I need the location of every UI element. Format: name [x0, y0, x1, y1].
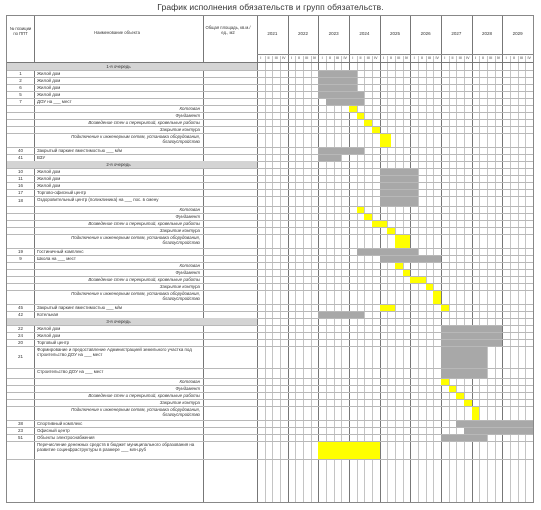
year-label: 2022 [297, 31, 308, 36]
object-name: Гостиничный комплекс [37, 249, 84, 254]
row-divider [7, 459, 533, 460]
stage-step-name: Подключение к инженерным сетям, установка оборудования, благоустройство [71, 291, 200, 301]
task-bar-gray [318, 71, 356, 77]
row-number: 38 [17, 421, 23, 426]
header-divider [257, 54, 533, 55]
quarter-divider [341, 56, 342, 502]
stage-step-name: Подключение к инженерным сетям, установка оборудования, благоустройство [71, 407, 200, 417]
quarter-label: III [489, 56, 493, 60]
stage-step-name: Возведение стен и перекрытий, кровельные работы [88, 221, 200, 226]
object-name: Жилой дом [37, 169, 61, 174]
stage-step-name: Закрытие контура [159, 127, 200, 132]
row-number [7, 406, 34, 420]
task-bar-yellow [395, 235, 410, 248]
row-number: 17 [17, 190, 23, 195]
quarter-divider [334, 56, 335, 502]
task-bar-yellow [318, 442, 379, 459]
stage-step-name: Подключение к инженерным сетям, установка оборудования, благоустройство [71, 235, 200, 245]
stage-step-name: Подключение к инженерным сетям, установка оборудования, благоустройство [71, 134, 200, 144]
stage-step-name: Возведение стен и перекрытий, кровельные работы [88, 120, 200, 125]
row-number [7, 227, 34, 234]
task-bar-gray [380, 183, 418, 189]
schedule-table [6, 15, 534, 503]
task-bar-gray [441, 435, 487, 441]
task-bar-yellow [464, 400, 472, 406]
stage-step-name: Котлован [179, 106, 200, 111]
stage-step-name: Фундамент [175, 214, 200, 219]
header-area: Общая площадь, кв.м./ед., м2 [205, 25, 251, 35]
quarter-divider [395, 56, 396, 502]
row-number [7, 318, 34, 325]
task-bar-yellow [372, 221, 387, 227]
stage-step-name: Котлован [179, 263, 200, 268]
quarter-label: II [420, 56, 423, 60]
row-number: 24 [17, 333, 23, 338]
object-name: Перечисление денежных средств в бюджет муниципального образования на развитие социнфраструктуры в размере ___ млн.руб [37, 442, 195, 452]
quarter-label: IV [374, 56, 378, 60]
quarter-label: I [382, 56, 384, 60]
quarter-label: IV [282, 56, 286, 60]
task-bar-yellow [441, 379, 449, 385]
object-name: Формирование и предоставление Администрацией земельного участка под строительство ДОУ на ___ мест [37, 347, 192, 357]
stage-step-name: Фундамент [175, 386, 200, 391]
year-label: 2023 [328, 31, 339, 36]
quarter-divider [487, 56, 488, 502]
row-number: 19 [17, 249, 23, 254]
quarter-label: II [267, 56, 270, 60]
year-label: 2021 [267, 31, 278, 36]
row-number [7, 133, 34, 147]
task-bar-yellow [472, 407, 480, 420]
row-number: 18 [17, 198, 23, 203]
task-bar-yellow [449, 386, 457, 392]
quarter-divider [357, 56, 358, 502]
row-number: 7 [19, 99, 22, 104]
quarter-divider [303, 56, 304, 502]
stage-step-name: Фундамент [175, 113, 200, 118]
stage-name: 3-я очередь [106, 319, 131, 324]
quarter-label: IV [527, 56, 531, 60]
task-bar-yellow [364, 214, 372, 220]
row-number [7, 283, 34, 290]
task-bar-yellow [372, 127, 380, 133]
row-number: 40 [17, 148, 23, 153]
quarter-label: II [359, 56, 362, 60]
quarter-label: II [482, 56, 485, 60]
quarter-divider [403, 56, 404, 502]
object-name: Жилой дом [37, 333, 61, 338]
object-name: Школа на ___ мест [37, 256, 76, 261]
quarter-label: III [335, 56, 339, 60]
task-bar-gray [318, 312, 364, 318]
row-number [7, 119, 34, 126]
row-number [7, 290, 34, 304]
quarter-label: III [305, 56, 309, 60]
task-bar-yellow [456, 393, 464, 399]
row-number [7, 385, 34, 392]
row-number [7, 220, 34, 227]
row-number [7, 63, 34, 70]
quarter-divider [372, 56, 373, 502]
quarter-divider [510, 56, 511, 502]
year-label: 2027 [451, 31, 462, 36]
task-bar-yellow [433, 291, 441, 304]
quarter-label: III [519, 56, 523, 60]
row-number: 2 [19, 78, 22, 83]
stage-name: 1-я очередь [106, 64, 131, 69]
header-num: № позиции по ППТ [9, 26, 32, 36]
task-bar-yellow [426, 284, 434, 290]
object-name: Жилой дом [37, 176, 61, 181]
object-name: Жилой дом [37, 326, 61, 331]
task-bar-gray [380, 169, 418, 175]
object-name: Торговый центр [37, 340, 70, 345]
quarter-label: IV [435, 56, 439, 60]
stage-step-name: Котлован [179, 379, 200, 384]
task-bar-yellow [380, 134, 392, 147]
task-bar-gray [318, 92, 364, 98]
quarter-label: I [352, 56, 354, 60]
task-bar-gray [357, 249, 418, 255]
quarter-label: II [328, 56, 331, 60]
quarter-label: I [505, 56, 507, 60]
object-name: ДОУ на ___ мест [37, 99, 72, 104]
object-name: Объекты электроснабжения [37, 435, 95, 440]
object-name: Жилой дом [37, 71, 61, 76]
quarter-label: I [474, 56, 476, 60]
row-number: 20 [17, 340, 23, 345]
task-bar-gray [441, 347, 487, 368]
quarter-label: II [451, 56, 454, 60]
task-bar-gray [380, 256, 441, 262]
object-name: Жилой дом [37, 92, 61, 97]
row-number: 6 [19, 85, 22, 90]
row-number: 22 [17, 326, 23, 331]
row-number: 23 [17, 428, 23, 433]
stage-name: 2-я очередь [106, 162, 131, 167]
row-number [7, 262, 34, 269]
row-number [7, 368, 34, 378]
row-number [7, 112, 34, 119]
task-bar-yellow [403, 270, 411, 276]
quarter-label: IV [343, 56, 347, 60]
year-divider [441, 16, 442, 502]
header-name: Наименование объекта [94, 30, 140, 35]
quarter-label: I [260, 56, 262, 60]
stage-step-name: Возведение стен и перекрытий, кровельные работы [88, 393, 200, 398]
year-label: 2028 [481, 31, 492, 36]
task-bar-yellow [441, 305, 449, 311]
task-bar-yellow [387, 228, 395, 234]
task-bar-gray [326, 99, 364, 105]
quarter-divider [426, 56, 427, 502]
stage-step-name: Котлован [179, 207, 200, 212]
task-bar-yellow [357, 113, 365, 119]
task-bar-gray [441, 333, 502, 339]
stage-step-name: Закрытие контура [159, 400, 200, 405]
task-bar-gray [380, 190, 418, 196]
task-bar-gray [318, 78, 356, 84]
row-number: 21 [17, 354, 23, 359]
quarter-divider [311, 56, 312, 502]
task-bar-yellow [410, 277, 425, 283]
task-bar-gray [380, 176, 418, 182]
task-bar-gray [318, 148, 364, 154]
object-name: Спортивный комплекс [37, 421, 83, 426]
stage-step-name: Фундамент [175, 270, 200, 275]
row-number [7, 392, 34, 399]
quarter-label: IV [466, 56, 470, 60]
row-number [7, 276, 34, 283]
quarter-label: I [321, 56, 323, 60]
task-bar-gray [318, 155, 341, 161]
quarter-divider [433, 56, 434, 502]
column-divider [203, 16, 204, 502]
task-bar-gray [441, 326, 502, 332]
row-number [7, 399, 34, 406]
object-name: Офисный центр [37, 428, 70, 433]
quarter-divider [295, 56, 296, 502]
quarter-label: I [444, 56, 446, 60]
row-number [7, 105, 34, 112]
year-label: 2029 [512, 31, 523, 36]
quarter-divider [326, 56, 327, 502]
task-bar-yellow [349, 106, 357, 112]
task-bar-gray [464, 428, 533, 434]
quarter-label: III [397, 56, 401, 60]
task-bar-gray [441, 340, 502, 346]
row-number: 9 [19, 256, 22, 261]
quarter-label: IV [312, 56, 317, 60]
quarter-label: IV [496, 56, 501, 60]
quarter-label: I [413, 56, 415, 60]
quarter-divider [518, 56, 519, 502]
column-divider [257, 16, 258, 502]
quarter-label: III [274, 56, 278, 60]
row-number [7, 206, 34, 213]
year-label: 2026 [420, 31, 431, 36]
stage-step-name: Возведение стен и перекрытий, кровельные работы [88, 277, 200, 282]
task-bar-yellow [380, 305, 395, 311]
quarter-divider [265, 56, 266, 502]
row-number [7, 441, 34, 459]
object-name: Жилой дом [37, 78, 61, 83]
quarter-divider [495, 56, 496, 502]
object-name: Строительство ДОУ на ___ мест [37, 369, 104, 374]
quarter-label: I [290, 56, 292, 60]
quarter-divider [387, 56, 388, 502]
stage-step-name: Закрытие контура [159, 284, 200, 289]
object-name: ВЗУ [37, 155, 46, 160]
object-name: Оздоровительный центр (поликлиника) на ___ пос. в смену [37, 197, 159, 202]
stage-step-name: Закрытие контура [159, 228, 200, 233]
row-number [7, 269, 34, 276]
quarter-divider [280, 56, 281, 502]
row-number: 45 [17, 305, 23, 310]
row-number [7, 213, 34, 220]
year-label: 2024 [359, 31, 370, 36]
year-label: 2025 [389, 31, 400, 36]
object-name: Жилой дом [37, 85, 61, 90]
year-divider [288, 16, 289, 502]
row-number [7, 234, 34, 248]
task-bar-yellow [395, 263, 403, 269]
task-bar-gray [318, 85, 356, 91]
task-bar-gray [441, 369, 487, 378]
row-number [7, 378, 34, 385]
row-number: 10 [17, 169, 23, 174]
object-name: Закрытый паркинг вместимостью ___ м/м [37, 305, 123, 310]
row-number: 41 [17, 155, 23, 160]
column-divider [34, 16, 35, 502]
quarter-label: IV [404, 56, 409, 60]
quarter-divider [525, 56, 526, 502]
task-bar-yellow [364, 120, 372, 126]
row-number [7, 126, 34, 133]
task-bar-yellow [357, 207, 365, 213]
task-bar-gray [380, 197, 418, 206]
row-number: 16 [17, 183, 23, 188]
quarter-label: III [366, 56, 370, 60]
object-name: Закрытый паркинг вместимостью ___ м/м [37, 148, 123, 153]
object-name: Котельная [37, 312, 59, 317]
quarter-label: III [427, 56, 431, 60]
row-number: 1 [19, 71, 22, 76]
row-number: 42 [17, 312, 23, 317]
row-number: 11 [18, 176, 23, 181]
task-bar-gray [456, 421, 533, 427]
quarter-label: II [390, 56, 393, 60]
object-name: Жилой дом [37, 183, 61, 188]
quarter-label: III [458, 56, 462, 60]
row-number [7, 161, 34, 168]
object-name: Торгово-офисный центр [37, 190, 87, 195]
quarter-divider [272, 56, 273, 502]
row-number: 51 [17, 435, 23, 440]
quarter-label: II [512, 56, 515, 60]
page-title: График исполнения обязательств и групп обязательств. [157, 2, 384, 12]
row-number: 5 [19, 92, 22, 97]
quarter-label: II [298, 56, 301, 60]
